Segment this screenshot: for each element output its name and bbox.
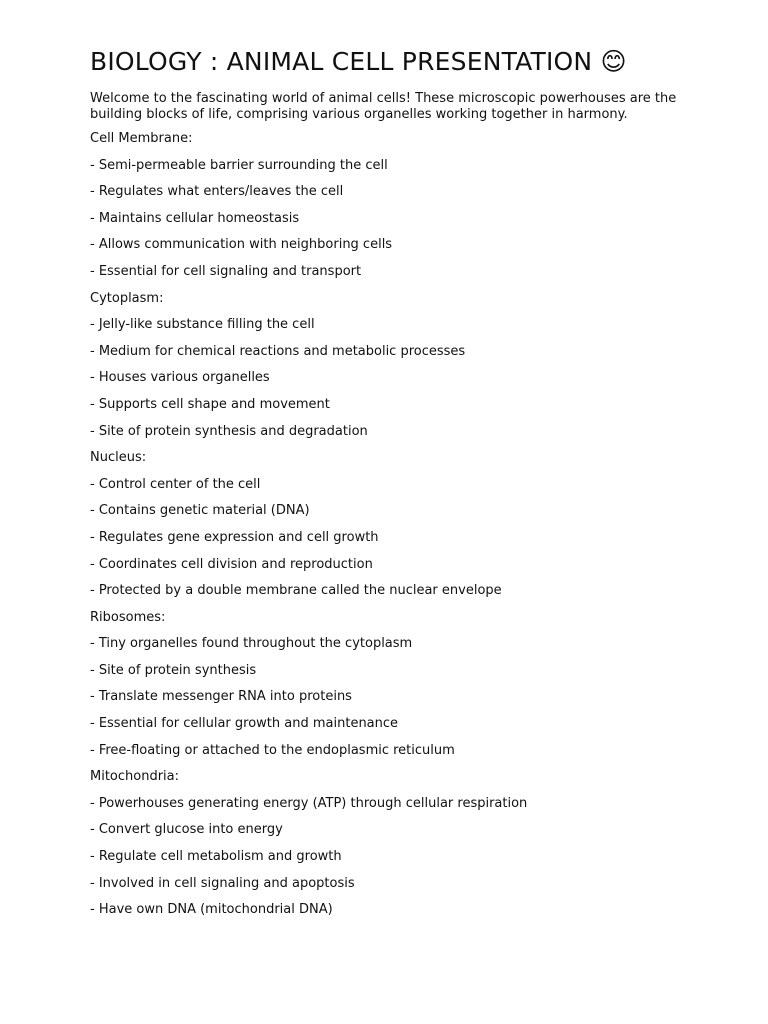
list-item: - Site of protein synthesis [90,662,257,678]
list-item: - Powerhouses generating energy (ATP) through cellular respiration [90,795,528,811]
list-item: - Essential for cell signaling and transport [90,263,362,279]
section-heading-ribosomes: Ribosomes: [90,609,166,625]
list-item: - Tiny organelles found throughout the cytoplasm [90,636,413,652]
content-lines [90,126,678,924]
list-item: - Control center of the cell [90,476,261,492]
list-item: - Jelly-like substance filling the cell [90,317,315,333]
list-item: - Have own DNA (mitochondrial DNA) [90,902,333,918]
list-item: - Protected by a double membrane called the nuclear envelope [90,583,502,599]
list-item: - Essential for cellular growth and maintenance [90,716,399,732]
list-item: - Supports cell shape and movement [90,396,330,412]
section-heading-cytoplasm: Cytoplasm: [90,290,164,306]
list-item: - Translate messenger RNA into proteins [90,689,352,705]
list-item: - Involved in cell signaling and apoptosis [90,875,355,891]
list-item: - Contains genetic material (DNA) [90,503,310,519]
list-item: - Medium for chemical reactions and metabolic processes [90,343,466,359]
section-heading-cell-membrane: Cell Membrane: [90,131,193,146]
list-item: - Maintains cellular homeostasis [90,210,300,226]
list-item: - Regulate cell metabolism and growth [90,849,342,865]
list-item: - Semi-permeable barrier surrounding the cell [90,157,388,173]
list-item: - Houses various organelles [90,370,270,386]
document-title: BIOLOGY : ANIMAL CELL PRESENTATION 😊 [90,47,627,76]
section-heading-mitochondria: Mitochondria: [90,769,180,785]
list-item: - Allows communication with neighboring cells [90,237,393,253]
section-heading-nucleus: Nucleus: [90,450,147,466]
list-item: - Free-floating or attached to the endoplasmic reticulum [90,742,455,758]
list-item: - Regulates what enters/leaves the cell [90,184,344,200]
list-item: - Convert glucose into energy [90,822,283,838]
list-item: - Coordinates cell division and reproduction [90,556,373,572]
intro-paragraph: Welcome to the fascinating world of animal cells! These microscopic powerhouses are the building blocks of life, comprising various organelles working together in harmony. [90,91,677,122]
list-item: - Site of protein synthesis and degradation [90,423,368,439]
list-item: - Regulates gene expression and cell growth [90,529,379,545]
